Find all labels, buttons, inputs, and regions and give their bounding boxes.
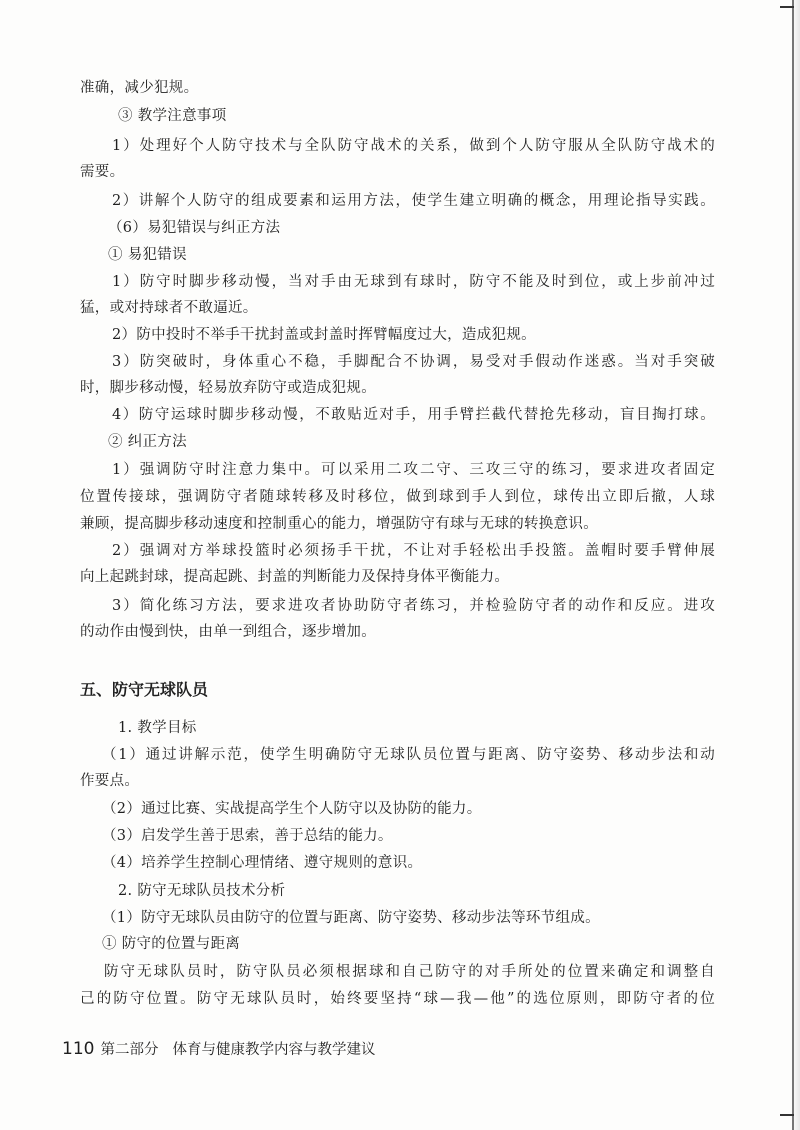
text-line: （3）启发学生善于思索，善于总结的能力。 (102, 828, 393, 844)
text-line: （1）防守无球队员由防守的位置与距离、防守姿势、移动步法等环节组成。 (102, 910, 600, 926)
text-line: （1）通过讲解示范，使学生明确防守无球队员位置与距离、防守姿势、移动步法和动 (102, 747, 715, 763)
text-line: 2）讲解个人防守的组成要素和运用方法，使学生建立明确的概念，用理论指导实践。 (112, 193, 715, 209)
text-line: （2）通过比赛、实战提高学生个人防守以及协防的能力。 (102, 801, 482, 817)
subheading-technique-analysis: 2. 防守无球队员技术分析 (118, 883, 286, 899)
text-line: 2）防中投时不举手干扰封盖或封盖时挥臂幅度过大，造成犯规。 (112, 327, 536, 343)
text-line: 3）防突破时，身体重心不稳，手脚配合不协调，易受对手假动作迷惑。当对手突破 (112, 354, 715, 370)
text-line: 猛，或对持球者不敢逼近。 (80, 300, 258, 316)
text-line: 准确，减少犯规。 (80, 80, 199, 96)
text-line: 兼顾，提高脚步移动速度和控制重心的能力，增强防守有球与无球的转换意识。 (80, 516, 598, 532)
footer-title: 体育与健康教学内容与教学建议 (172, 1042, 376, 1058)
text-line: 的动作由慢到快，由单一到组合，逐步增加。 (80, 624, 376, 640)
subheading-position-distance: ① 防守的位置与距离 (102, 936, 241, 952)
page-number: 110 (62, 1039, 95, 1059)
text-line: 己的防守位置。防守无球队员时，始终要坚持“球—我—他”的选位原则，即防守者的位 (80, 991, 715, 1007)
page-edge-mark (780, 1114, 794, 1116)
text-line: 1）处理好个人防守技术与全队防守战术的关系，做到个人防守服从全队防守战术的 (112, 138, 715, 154)
text-line: 向上起跳封球，提高起跳、封盖的判断能力及保持身体平衡能力。 (80, 569, 510, 585)
subheading-teaching-goals: 1. 教学目标 (118, 720, 197, 736)
subheading-common-errors: ① 易犯错误 (108, 247, 187, 263)
text-line: 3）简化练习方法，要求进攻者协助防守者练习，并检验防守者的动作和反应。进攻 (112, 598, 715, 614)
text-line: 需要。 (80, 164, 125, 180)
footer-part: 第二部分 (100, 1042, 159, 1058)
text-line: 1）防守时脚步移动慢，当对手由无球到有球时，防守不能及时到位，或上步前冲过 (112, 274, 715, 290)
subheading-teaching-notes: ③ 教学注意事项 (118, 108, 227, 124)
page-edge-mark (780, 6, 794, 8)
text-line: （4）培养学生控制心理情绪、遵守规则的意识。 (102, 855, 423, 871)
text-line: 1）强调防守时注意力集中。可以采用二攻二守、三攻三守的练习，要求进攻者固定 (112, 462, 715, 478)
subheading-correction-methods: ② 纠正方法 (108, 434, 187, 450)
subheading-errors-corrections: （6）易犯错误与纠正方法 (108, 220, 281, 236)
text-line: 防守无球队员时，防守队员必须根据球和自己防守的对手所处的位置来确定和调整自 (104, 964, 715, 980)
text-line: 2）强调对方举球投篮时必须扬手干扰，不让对手轻松出手投篮。盖帽时要手臂伸展 (112, 543, 715, 559)
page-footer (62, 1038, 375, 1061)
text-line: 位置传接球，强调防守者随球转移及时移位，做到球到手人到位，球传出立即后撤，人球 (80, 489, 715, 505)
page-edge-line (792, 0, 794, 1130)
text-line: 4）防守运球时脚步移动慢，不敢贴近对手，用手臂拦截代替抢先移动，盲目掏打球。 (112, 407, 715, 423)
text-line: 时，脚步移动慢，轻易放弃防守或造成犯规。 (80, 380, 376, 396)
text-line: 作要点。 (80, 773, 140, 789)
section-heading: 五、防守无球队员 (80, 680, 209, 699)
